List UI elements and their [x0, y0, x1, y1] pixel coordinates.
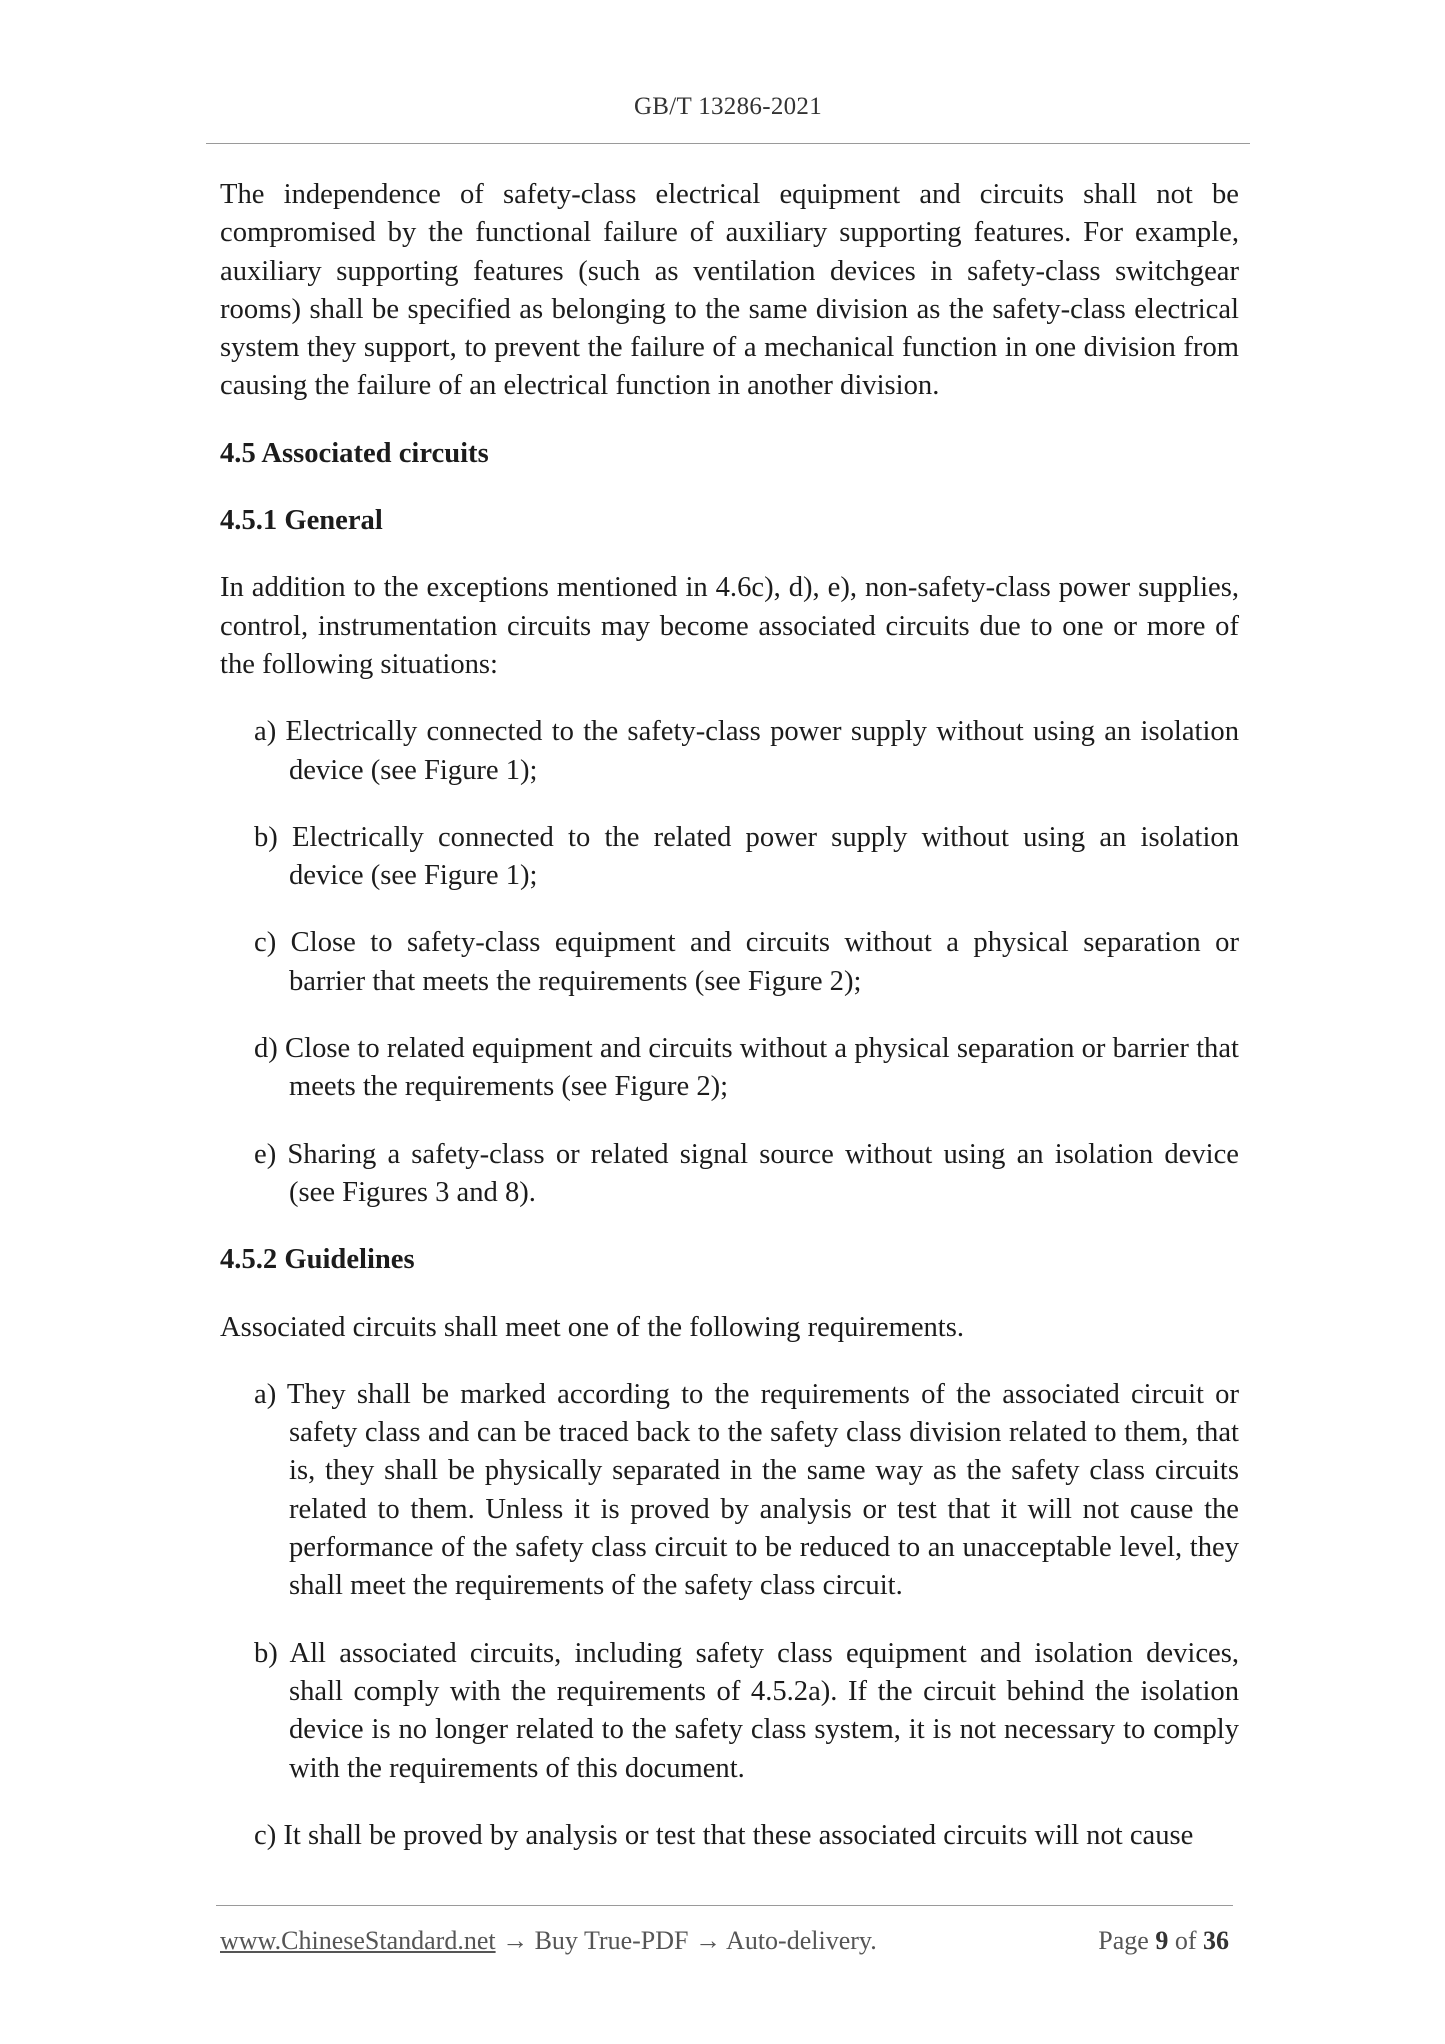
- chinesestandard-link[interactable]: www.ChineseStandard.net: [220, 1926, 496, 1955]
- list-item: a) They shall be marked according to the requirements of the associated circuit or safety class and can be traced back to the safety class division related to them, that is, they shall be physically separated in the same way as the safety class circuits related to them. Unless it is proved by analysis or test that it will not cause the performance of the safety class circuit to be reduced to an unacceptable level, they shall meet the requirements of the safety class circuit.: [254, 1378, 1239, 1602]
- document-header: GB/T 13286-2021: [633, 93, 823, 120]
- list-item: c) It shall be proved by analysis or test that these associated circuits will not cause: [254, 1819, 1194, 1851]
- of-label: of: [1174, 1926, 1197, 1955]
- list-item: b) All associated circuits, including safety class equipment and isolation devices, shall comply with the requirements of 4.5.2a). If the circuit behind the isolation device is no longer related to the safety class system, it is not necessary to comply with the requirements of this document.: [254, 1637, 1239, 1784]
- section-4-5-heading: 4.5 Associated circuits: [220, 437, 489, 469]
- page-label: Page: [1098, 1926, 1149, 1955]
- total-pages: 36: [1203, 1926, 1229, 1955]
- page-number: 9: [1155, 1926, 1169, 1955]
- list-item: b) Electrically connected to the related power supply without using an isolation device (see Figure 1);: [254, 821, 1239, 892]
- section-4-5-2-heading: 4.5.2 Guidelines: [220, 1244, 415, 1276]
- footer-divider: [216, 1905, 1233, 1906]
- section-4-5-1-heading: 4.5.1 General: [220, 505, 383, 537]
- intro-paragraph: The independence of safety-class electrical equipment and circuits shall not be compromised by the functional failure of auxiliary supporting features. For example, auxiliary supporting features (such as ventilation devices in safety-class switchgear rooms) shall be specified as belonging to the same division as the safety-class electrical system they support, to prevent the failure of a mechanical function in one division from causing the failure of an electrical function in another division.: [220, 179, 1239, 402]
- page-content: [220, 176, 1239, 1884]
- footer-promo: [220, 1926, 877, 1956]
- section-4-5-2-paragraph: Associated circuits shall meet one of the following requirements.: [220, 1311, 965, 1343]
- page-indicator: [1098, 1926, 1229, 1956]
- list-item: e) Sharing a safety-class or related signal source without using an isolation device (see Figures 3 and 8).: [254, 1138, 1239, 1208]
- header-divider: [206, 143, 1250, 144]
- footer-promo-text: → Buy True-PDF → Auto-delivery.: [502, 1926, 877, 1955]
- list-item: a) Electrically connected to the safety-class power supply without using an isolation device (see Figure 1);: [254, 716, 1239, 786]
- list-item: c) Close to safety-class equipment and circuits without a physical separation or barrier that meets the requirements (see Figure 2);: [254, 927, 1239, 997]
- section-4-5-1-paragraph: In addition to the exceptions mentioned in 4.6c), d), e), non-safety-class power supplies, control, instrumentation circuits may become associated circuits due to one or more of the following situations:: [220, 572, 1239, 680]
- list-item: d) Close to related equipment and circuits without a physical separation or barrier that meets the requirements (see Figure 2);: [254, 1033, 1239, 1103]
